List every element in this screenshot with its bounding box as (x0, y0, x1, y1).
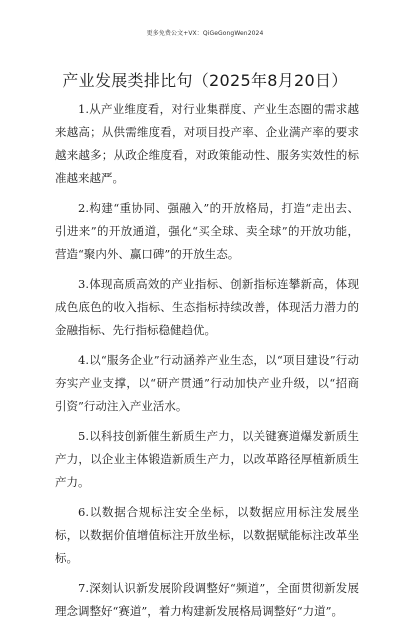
document-title: 产业发展类排比句（2025年8月20日） (62, 71, 348, 90)
paragraph-1: 1.从产业维度看，对行业集群度、产业生态圈的需求越来越高；从供需维度看，对项目投产率、企业满产率的要求越来越多；从政企维度看，对政策能动性、服务实效性的标准越来越严。 (55, 102, 359, 185)
header-note: 更多免费公文+VX：QiGeGongWen2024 (146, 30, 264, 37)
paragraph-3: 3.体现高质高效的产业指标、创新指标连攀新高，体现成色底色的收入指标、生态指标持续改善，体现活力潜力的金融指标、先行指标稳健趋优。 (55, 277, 359, 337)
document-body (55, 98, 359, 630)
paragraph-6: 6.以数据合规标注安全坐标，以数据应用标注发展坐标，以数据价值增值标注开放坐标，以数据赋能标注改革坐标。 (55, 505, 359, 565)
paragraph-2: 2.构建“重协同、强融入”的开放格局，打造“走出去、引进来”的开放通道，强化“买全球、卖全球”的开放功能，营造“聚内外、赢口碑”的开放生态。 (55, 201, 359, 261)
paragraph-7: 7.深刻认识新发展阶段调整好“频道”，全面贯彻新发展理念调整好“赛道”，着力构建新发展格局调整好“力道”。 (55, 581, 359, 618)
paragraph-4: 4.以“服务企业”行动涵养产业生态，以“项目建设”行动夯实产业支撑，以“研产贯通”行动加快产业升级，以“招商引资”行动注入产业活水。 (55, 353, 359, 413)
paragraph-5: 5.以科技创新催生新质生产力，以关键赛道爆发新质生产力，以企业主体锻造新质生产力，以改革路径厚植新质生产力。 (55, 429, 359, 489)
